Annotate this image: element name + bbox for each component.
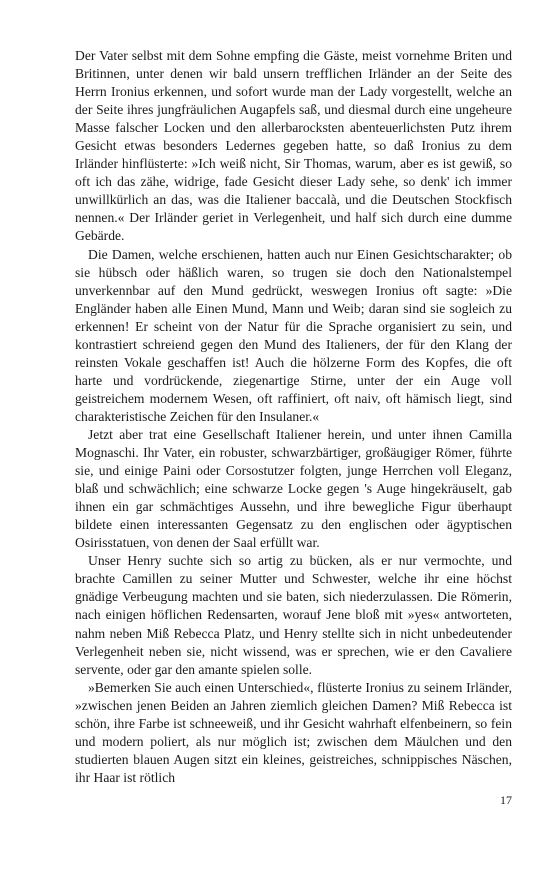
paragraph-1: Der Vater selbst mit dem Sohne empfing die Gäste, meist vornehme Briten und Britinnen, unter denen wir bald unsern trefflichen Irländer an der Seite des Herrn Ironius erkennen, und sofort wurde man der Lady vorgestellt, welche an der Seite ihres jungfräulichen Augapfels saß, und diesmal durch eine ungeheure Masse falscher Locken und den allerbarocksten abenteuerlichsten Putz ihrem Gesicht etwas besonders Ledernes gegeben hatte, so daß Ironius zu dem Irländer hinflüsterte: »Ich weiß nicht, Sir Thomas, warum, aber es ist gewiß, so oft ich das zähe, widrige, fade Gesicht dieser Lady sehe, so denk' ich immer unwillkürlich an das, was die Italiener baccalà, und die Deutschen Stockfisch nennen.« Der Irländer geriet in Verlegenheit, und half sich durch eine dumme Gebärde. (75, 48, 512, 244)
page-body (75, 47, 512, 787)
page-number: 17 (500, 793, 512, 807)
paragraph-3: Jetzt aber trat eine Gesellschaft Italiener herein, und unter ihnen Camilla Mognaschi. Ihr Vater, ein robuster, schwarzbärtiger, großäugiger Römer, führte sie, und einige Paini oder Corsostutzer folgten, junge Herrchen voll Eleganz, blaß und schwächlich; eine schwarze Locke gegen 's Auge hingekräuselt, gab ihnen ein gar schmächtiges Aussehn, und ihre bewegliche Figur überhaupt bildete einen interessanten Gegensatz zu den englischen oder ägyptischen Osirisstatuen, von denen der Saal erfüllt war. (75, 426, 512, 551)
paragraph-2: Die Damen, welche erschienen, hatten auch nur Einen Gesichtscharakter; ob sie hübsch oder häßlich waren, so trugen sie doch den Nationalstempel unverkennbar auf den Mund gedrückt, weswegen Ironius oft sagte: »Die Engländer haben alle Einen Mund, Mann und Weib; daran sind sie sogleich zu erkennen! Er scheint von der Natur für die Sprache organisiert zu sein, und kontrastiert schreiend gegen den Mund des Italieners, der für den Klang der reinsten Vokale geschaffen ist! Auch die hölzerne Form des Kopfes, die oft harte und vordrückende, ziegenartige Stirne, unter der ein Auge voll geistreichem modernem Wesen, oft raffiniert, oft naiv, oft hämisch liegt, sind charakteristische Zeichen für den Insulaner.« (75, 246, 512, 424)
paragraph-4: Unser Henry suchte sich so artig zu bücken, als er nur vermochte, und brachte Camillen zu seiner Mutter und Schwester, welche ihr eine höchst gnädige Verbeugung machten und sie baten, sich niederzulassen. Die Römerin, nach einigen höflichen Redensarten, worauf Jene bloß mit »yes« antworteten, nahm neben Miß Rebecca Platz, und Henry stellte sich in nicht unbedeutender Verlegenheit neben sie, nicht wissend, was er sprechen, wie er den Cavaliere servente, oder gar den amante spielen solle. (75, 553, 512, 677)
paragraph-5: »Bemerken Sie auch einen Unterschied«, flüsterte Ironius zu seinem Irländer, »zwischen jenen Beiden an Jahren ziemlich gleichen Damen? Miß Rebecca ist schön, ihre Farbe ist schneeweiß, und ihr Gesicht wahrhaft elfenbeinern, so fein und modern poliert, als nur möglich ist; zwischen dem Mäulchen und den studierten blauen Augen sitzt ein kleines, geistreiches, schnippisches Näschen, ihr Haar ist rötlich (75, 679, 512, 785)
